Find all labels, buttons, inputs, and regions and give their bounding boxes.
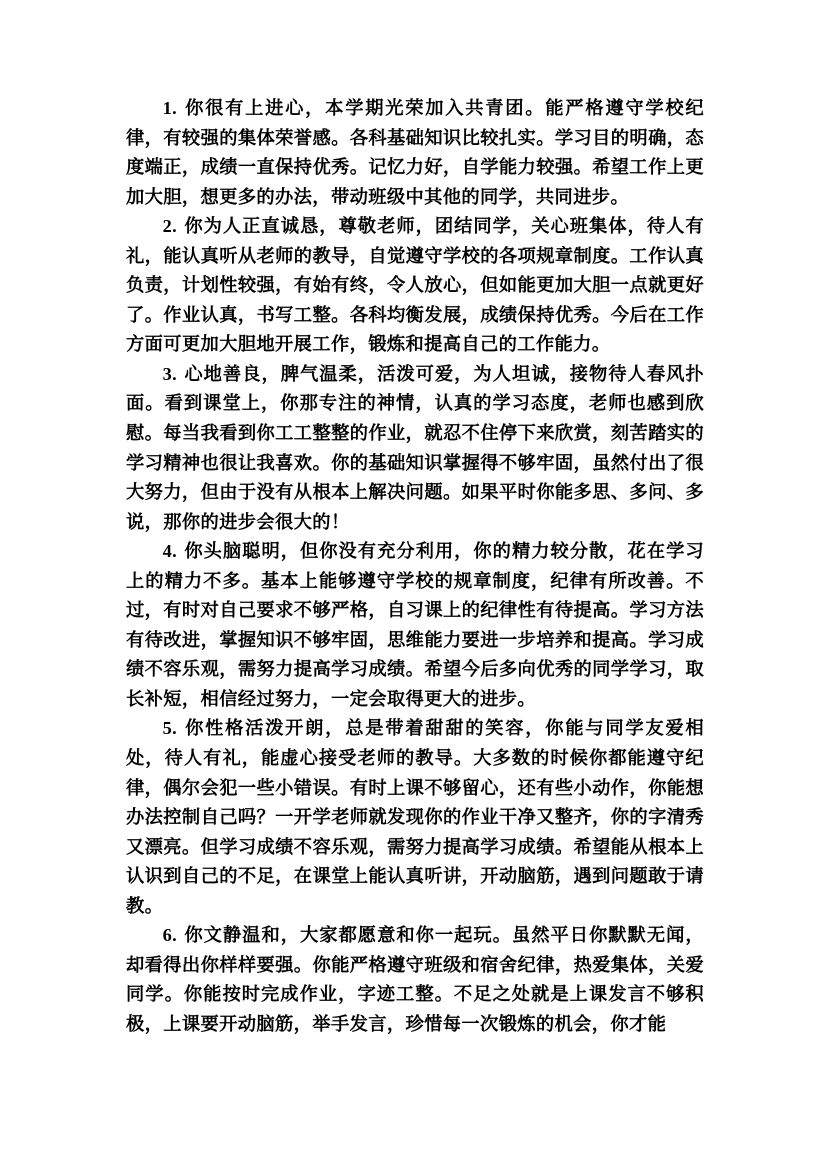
paragraph-2	[126, 212, 704, 360]
paragraph-number: 4.	[162, 541, 178, 562]
paragraph-number: 6.	[162, 925, 178, 946]
paragraph-text: 你很有上进心，本学期光荣加入共青团。能严格遵守学校纪律，有较强的集体荣誉感。各科基础知识比较扎实。学习目的明确，态度端正，成绩一直保持优秀。记忆力好，自学能力较强。希望工作上更加大胆，想更多的办法，带动班级中其他的同学，共同进步。	[126, 98, 704, 208]
paragraph-number: 1.	[162, 98, 178, 118]
paragraph-number: 3.	[162, 363, 178, 384]
paragraph-number: 2.	[162, 216, 178, 237]
paragraph-3	[126, 360, 704, 537]
paragraph-text: 你为人正直诚恳，尊敬老师，团结同学，关心班集体，待人有礼，能认真听从老师的教导，自觉遵守学校的各项规章制度。工作认真负责，计划性较强，有始有终，令人放心，但如能更加大胆一点就更好了。作业认真，书写工整。各科均衡发展，成绩保持优秀。今后在工作方面可更加大胆地开展工作，锻炼和提高自己的工作能力。	[126, 216, 704, 356]
document-body	[126, 94, 704, 1040]
paragraph-5	[126, 714, 704, 921]
paragraph-text: 你文静温和，大家都愿意和你一起玩。虽然平日你默默无闻，却看得出你样样要强。你能严格遵守班级和宿舍纪律，热爱集体，关爱同学。你能按时完成作业，字迹工整。不足之处就是上课发言不够积极，上课要开动脑筋，举手发言，珍惜每一次锻炼的机会，你才能	[126, 925, 704, 1035]
paragraph-text: 心地善良，脾气温柔，活泼可爱，为人坦诚，接物待人春风扑面。看到课堂上，你那专注的神情，认真的学习态度，老师也感到欣慰。每当我看到你工工整整的作业，就忍不住停下来欣赏，刻苦踏实的学习精神也很让我喜欢。你的基础知识掌握得不够牢固，虽然付出了很大努力，但由于没有从根本上解决问题。如果平时你能多思、多问、多说，那你的进步会很大的！	[126, 363, 704, 533]
paragraph-text: 你性格活泼开朗，总是带着甜甜的笑容，你能与同学友爱相处，待人有礼，能虚心接受老师的教导。大多数的时候你都能遵守纪律，偶尔会犯一些小错误。有时上课不够留心，还有些小动作，你能想办法控制自己吗？一开学老师就发现你的作业干净又整齐，你的字清秀又漂亮。但学习成绩不容乐观，需努力提高学习成绩。希望能从根本上认识到自己的不足，在课堂上能认真听讲，开动脑筋，遇到问题敢于请教。	[126, 718, 704, 917]
paragraph-6	[126, 921, 704, 1039]
paragraph-4	[126, 537, 704, 714]
paragraph-1	[126, 94, 704, 212]
paragraph-number: 5.	[162, 718, 178, 739]
paragraph-text: 你头脑聪明，但你没有充分利用，你的精力较分散，花在学习上的精力不多。基本上能够遵守学校的规章制度，纪律有所改善。不过，有时对自己要求不够严格，自习课上的纪律性有待提高。学习方法有待改进，掌握知识不够牢固，思维能力要进一步培养和提高。学习成绩不容乐观，需努力提高学习成绩。希望今后多向优秀的同学学习，取长补短，相信经过努力，一定会取得更大的进步。	[126, 541, 704, 710]
